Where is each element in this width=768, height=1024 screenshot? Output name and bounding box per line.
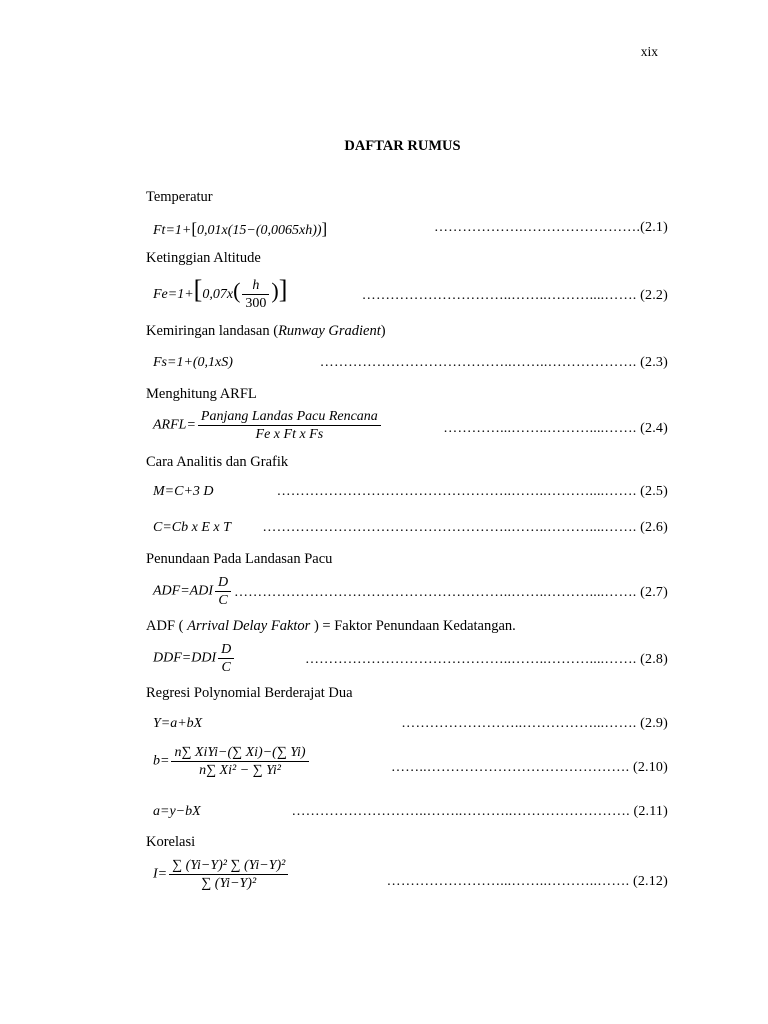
section-korelasi: Korelasi (146, 834, 196, 850)
formula-2-2: Fe=1+[0,07x( $\frac{h}{300}$ )] (153, 275, 288, 312)
section-altitude: Ketinggian Altitude (146, 250, 261, 266)
page-number: xix (640, 44, 658, 59)
page-title: DAFTAR RUMUS (344, 138, 461, 154)
formula-2-4: ARFL= $\frac{\text{Panjang Landas Pacu Rencana}}{\text{Fe x Ft x Fs}}$ (153, 408, 383, 443)
equation-number-2-10: ……..……………………………………. (2.10) (390, 760, 668, 775)
section-temperatur: Temperatur (146, 189, 213, 205)
equation-number-2-12: ……………………...……..………..……. (2.12) (386, 874, 668, 889)
formula-2-1: Ft=1+[0,01x(15−(0,0065xh))] (153, 219, 328, 238)
equation-number-2-3: …………………………………..……..………………. (2.3) (319, 355, 668, 370)
equation-number-2-9: ……………………..……………...……. (2.9) (401, 716, 668, 731)
section-arfl: Menghitung ARFL (146, 386, 257, 402)
equation-number-2-2: …………………………..……..………....……. (2.2) (361, 288, 668, 303)
section-analitis: Cara Analitis dan Grafik (146, 454, 289, 470)
equation-number-2-5: …………………………………………..……..………....……. (2.5) (276, 484, 668, 499)
formula-2-9: Y=a+bX (153, 716, 203, 731)
formula-2-6: C=Cb x E x T (153, 520, 231, 535)
formula-2-10: b= $\frac{\text{n∑ XiYi−(∑ Xi)−(∑ Yi)}}{\text{n∑ Xi² − ∑ Yi²}}$ (153, 744, 311, 779)
equation-number-2-8: ……………………………………..……..………....……. (2.8) (304, 652, 668, 667)
equation-number-2-7: …………………………………………………..……..………....……. (2.7) (233, 585, 668, 600)
adf-note: ADF ( Arrival Delay Faktor ) = Faktor Penundaan Kedatangan. (146, 618, 516, 634)
formula-2-7: ADF=ADI $\frac{D}{C}$ (153, 574, 233, 609)
formula-2-8: DDF=DDI $\frac{D}{C}$ (153, 641, 236, 676)
equation-number-2-6: ……………………………………………..……..………....……. (2.6) (262, 520, 668, 535)
formula-2-12: I= $\frac{\text{∑ (Yi−Y)² ∑ (Yi−Y)²}}{\text{∑ (Yi−Y)²}}$ (153, 857, 290, 892)
equation-number-2-11: ………………………..……..………..……………………. (2.11) (291, 804, 668, 819)
equation-number-2-1: ……………….…………………….(2.1) (433, 220, 668, 235)
section-regresi: Regresi Polynomial Berderajat Dua (146, 685, 353, 701)
formula-2-3: Fs=1+(0,1xS) (153, 355, 233, 370)
formula-2-5: M=C+3 D (153, 484, 214, 499)
section-penundaan: Penundaan Pada Landasan Pacu (146, 551, 333, 567)
formula-2-11: a=y−bX (153, 804, 201, 819)
section-gradient: Kemiringan landasan (Runway Gradient) (146, 323, 386, 339)
equation-number-2-4: …………...……..………....……. (2.4) (443, 421, 668, 436)
